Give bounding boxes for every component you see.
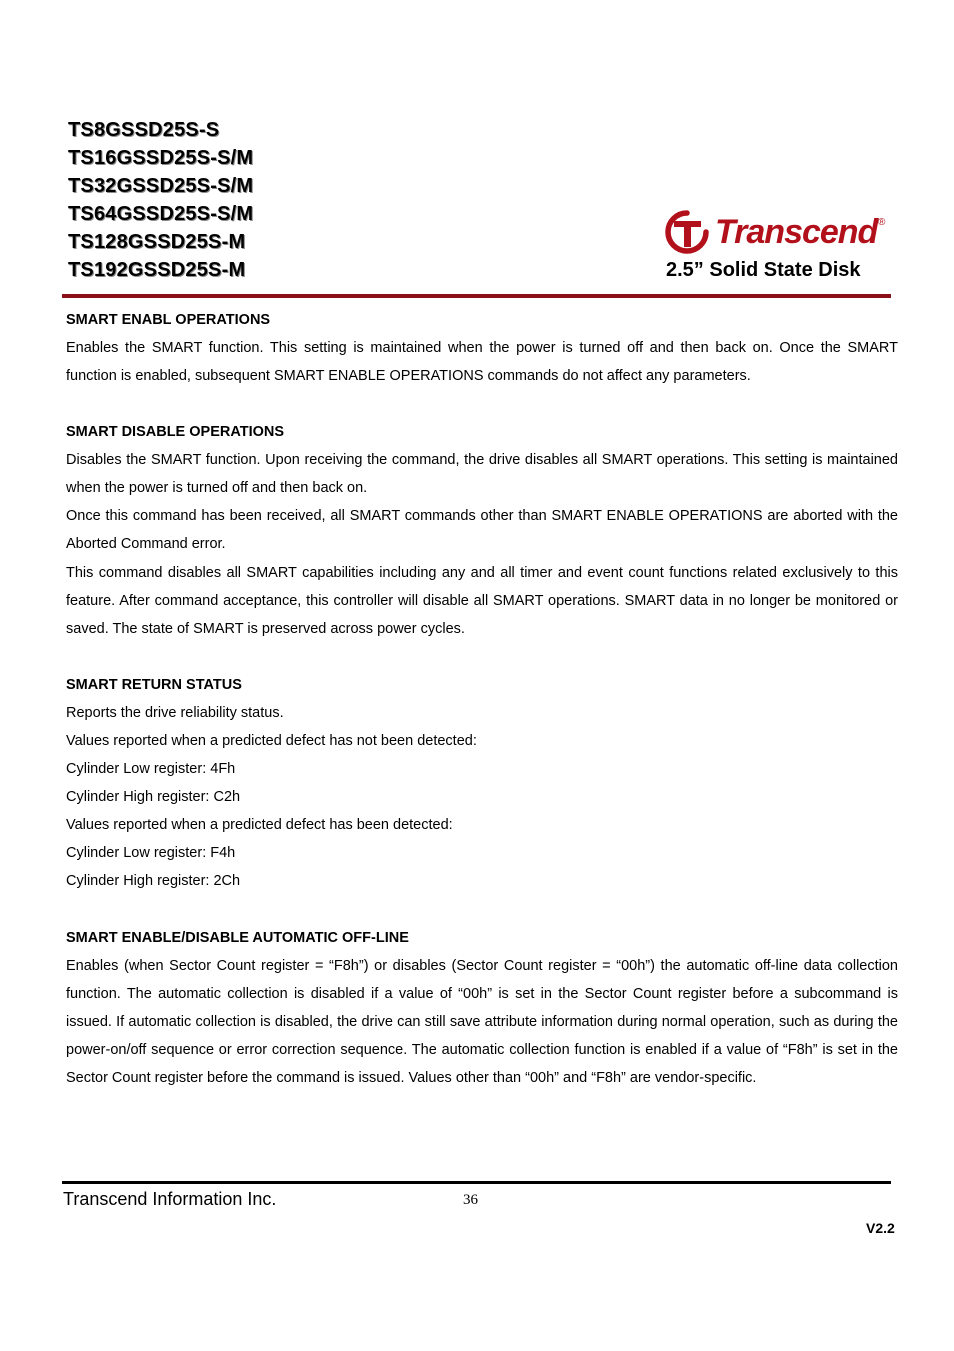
model-name: TS128GSSD25S-M: [68, 231, 246, 253]
document-subtitle: 2.5” Solid State Disk: [666, 259, 861, 281]
document-version: V2.2: [866, 1220, 895, 1236]
paragraph: Cylinder High register: 2Ch: [66, 873, 241, 890]
paragraph: Once this command has been received, all SMART commands other than SMART ENABLE OPERATIONS are aborted with the Aborted Command error.: [66, 508, 898, 553]
header-divider: [62, 294, 891, 298]
model-name: TS192GSSD25S-M: [68, 259, 246, 281]
model-name: TS16GSSD25S-S/M: [68, 147, 254, 169]
footer-company: Transcend Information Inc.: [63, 1189, 277, 1209]
paragraph: Reports the drive reliability status.: [66, 704, 284, 721]
paragraph: Cylinder High register: C2h: [66, 789, 241, 806]
page-content: [66, 306, 898, 1092]
footer-divider: [62, 1181, 891, 1184]
paragraph: This command disables all SMART capabilities including any and all timer and event count functions related exclusively to this feature. After command acceptance, this controller will disable all SMART operations. SMART data in no longer be monitored or saved. The state of SMART is preserved across power cycles.: [66, 564, 898, 637]
registered-mark: ®: [878, 217, 886, 228]
page-number: 36: [463, 1192, 478, 1208]
section-heading: SMART DISABLE OPERATIONS: [66, 424, 285, 441]
section-heading: SMART RETURN STATUS: [66, 676, 242, 693]
model-name: TS64GSSD25S-S/M: [68, 203, 254, 225]
paragraph: Disables the SMART function. Upon receiving the command, the drive disables all SMART operations. This setting is maintained when the power is turned off and then back on.: [66, 452, 898, 497]
transcend-logo: [664, 210, 890, 256]
paragraph: Values reported when a predicted defect has been detected:: [66, 817, 453, 834]
paragraph: Cylinder Low register: F4h: [66, 845, 236, 862]
paragraph: Values reported when a predicted defect has not been detected:: [66, 732, 477, 749]
paragraph: Enables the SMART function. This setting is maintained when the power is turned off and then back on. Once the SMART function is enabled, subsequent SMART ENABLE OPERATIONS commands do not affect any parameters.: [66, 340, 898, 385]
section-heading: SMART ENABLE/DISABLE AUTOMATIC OFF-LINE: [66, 929, 409, 946]
paragraph: Enables (when Sector Count register = “F8h”) or disables (Sector Count register = “00h”) the automatic off-line data collection function. The automatic collection is disabled if a value of “00h” is set in the Sector Count register before a subcommand is issued. If automatic collection is disabled, the drive can still save attribute information during normal operation, such as during the power-on/off sequence or error correction sequence. The automatic collection function is enabled if a value of “F8h” is set in the Sector Count register before the command is issued. Values other than “00h” and “F8h” are vendor-specific.: [66, 957, 898, 1086]
logo-wordmark: Transcend: [715, 213, 878, 251]
paragraph: Cylinder Low register: 4Fh: [66, 761, 236, 778]
model-name: TS8GSSD25S-S: [68, 119, 220, 141]
transcend-emblem-icon: [664, 210, 710, 256]
model-name: TS32GSSD25S-S/M: [68, 175, 254, 197]
model-list: [68, 116, 253, 284]
section-heading: SMART ENABL OPERATIONS: [66, 312, 271, 328]
